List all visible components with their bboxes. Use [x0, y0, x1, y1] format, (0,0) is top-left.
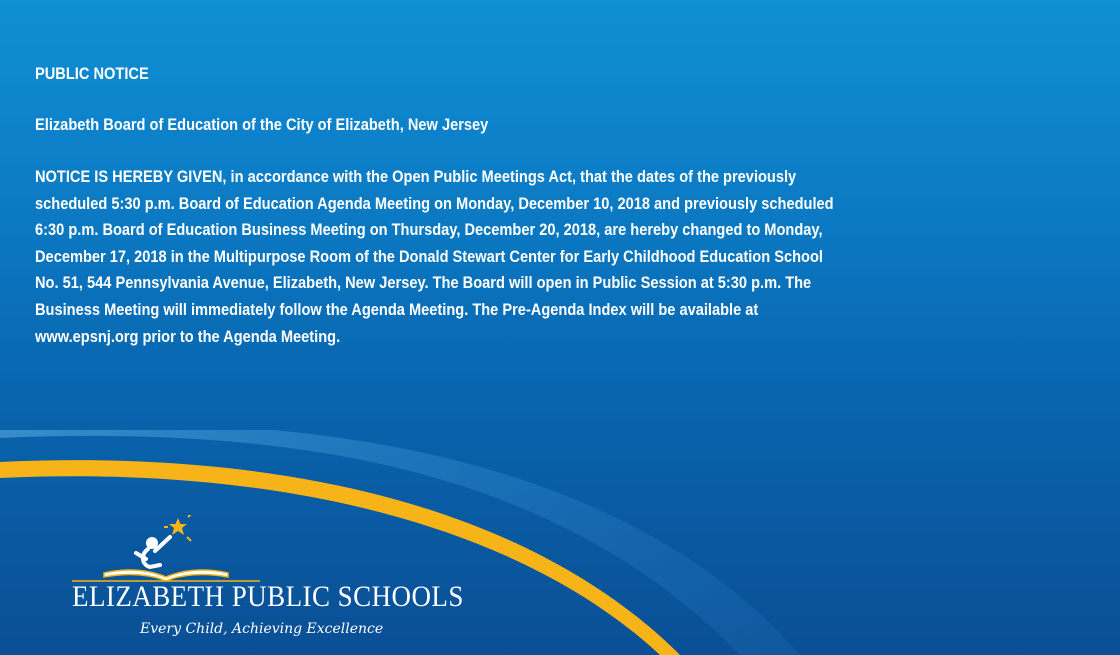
- notice-body-line: No. 51, 544 Pennsylvania Avenue, Elizabeth, New Jersey. The Board will open in Public Session at 5:30 p.m. The: [35, 273, 812, 293]
- notice-heading: PUBLIC NOTICE: [35, 64, 149, 83]
- notice-body: [35, 164, 1095, 350]
- logo-tagline: Every Child, Achieving Excellence: [140, 621, 384, 637]
- notice-body-line: December 17, 2018 in the Multipurpose Room of the Donald Stewart Center for Early Childhood Education School: [35, 246, 823, 266]
- public-notice: [35, 62, 1095, 350]
- notice-body-line: 6:30 p.m. Board of Education Business Meeting on Thursday, December 20, 2018, are hereby changed to Monday,: [35, 220, 823, 240]
- logo-title: ELIZABETH PUBLIC SCHOOLS: [72, 580, 464, 613]
- notice-body-line: NOTICE IS HEREBY GIVEN, in accordance with the Open Public Meetings Act, that the dates of the previously: [35, 167, 797, 186]
- notice-body-line: scheduled 5:30 p.m. Board of Education Agenda Meeting on Monday, December 10, 2018 and previously scheduled: [35, 193, 834, 213]
- notice-body-line: www.epsnj.org prior to the Agenda Meeting.: [35, 326, 341, 346]
- notice-body-line: Business Meeting will immediately follow the Agenda Meeting. The Pre-Agenda Index will be available at: [35, 299, 759, 319]
- notice-subheading: Elizabeth Board of Education of the City of Elizabeth, New Jersey: [35, 115, 489, 134]
